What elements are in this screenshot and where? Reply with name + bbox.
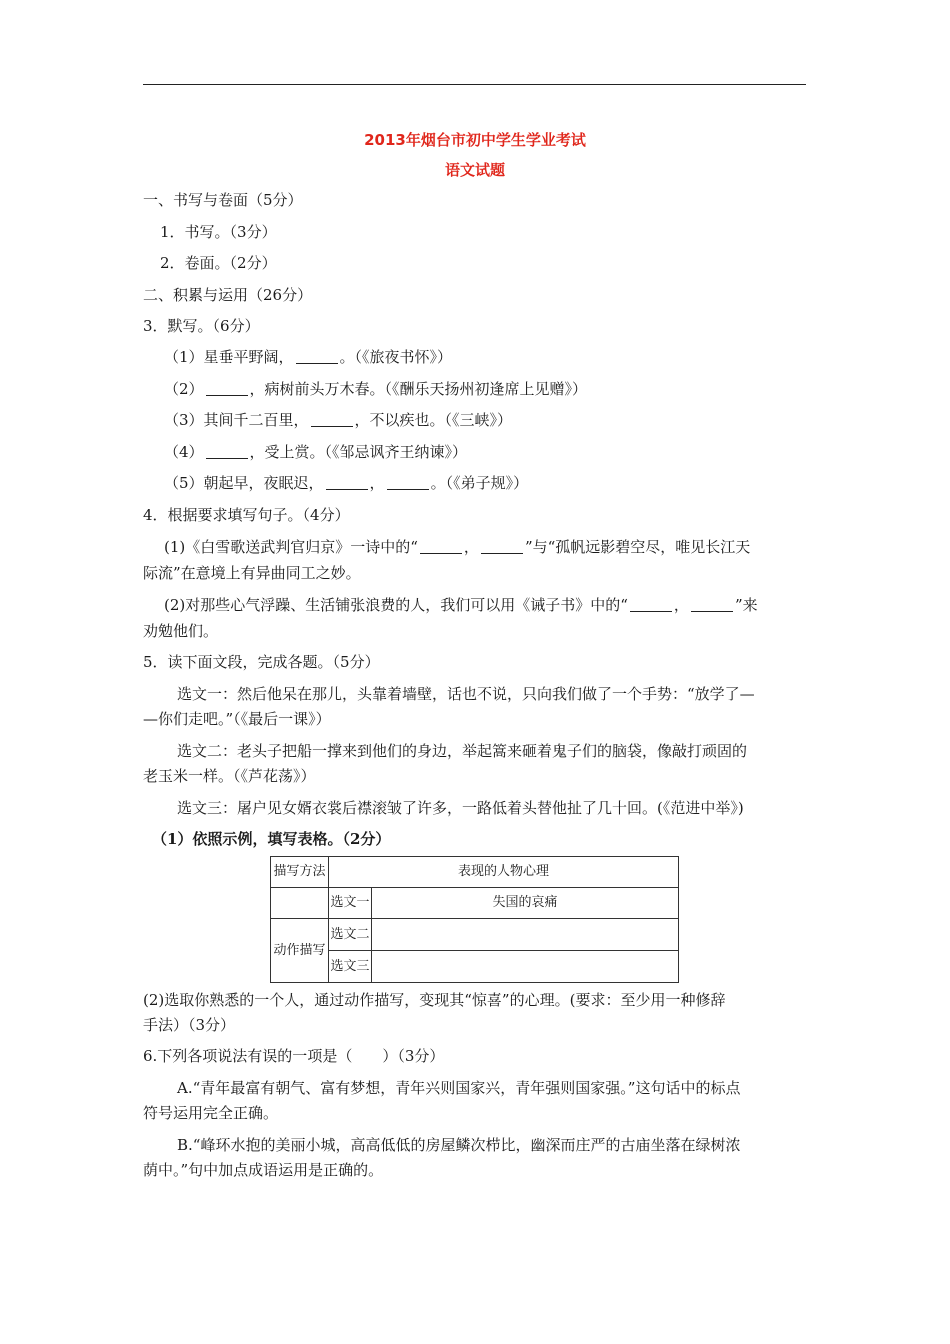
question-3-item-1: （1）星垂平野阔， 。（《旅夜书怀》） — [164, 348, 453, 366]
question-4-item-1: (1)《白雪歌送武判官归京》一诗中的“ ， ”与“孤帆远影碧空尽，唯见长江天 — [164, 538, 751, 556]
question-5-sub-2: (2)选取你熟悉的一个人，通过动作描写，变现其“惊喜”的心理。(要求：至少用一种修辞 — [143, 991, 726, 1009]
exam-subtitle: 语文试题 — [444, 161, 505, 179]
answer-blank — [206, 381, 248, 396]
question-5-sub-1: （1）依照示例，填写表格。（2分） — [152, 830, 391, 848]
question-4: 4．根据要求填写句子。（4分） — [143, 506, 350, 524]
question-3-item-3: （3）其间千二百里， ，不以疾也。（《三峡》） — [164, 411, 513, 429]
header-rule — [143, 84, 806, 85]
passage-1: 选文一：然后他呆在那儿，头靠着墙壁，话也不说，只向我们做了一个手势：“放学了— — [177, 685, 755, 703]
question-3-item-5: （5）朝起早，夜眠迟， ， 。（《弟子规》） — [164, 474, 529, 492]
answer-blank — [206, 444, 248, 459]
exam-title: 2013年烟台市初中学生学业考试 — [364, 131, 586, 149]
passage-3: 选文三：屠户见女婿衣裳后襟滚皱了许多，一路低着头替他扯了几十回。(《范进中举》) — [177, 799, 744, 817]
answer-blank — [481, 539, 523, 554]
question-3: 3．默写。（6分） — [143, 317, 260, 335]
table-header-psych: 表现的人物心理 — [329, 857, 679, 888]
question-5: 5．读下面文段，完成各题。（5分） — [143, 653, 380, 671]
table-row-label: 选文一 — [329, 888, 372, 919]
section-2-heading: 二、积累与运用（26分） — [143, 286, 313, 304]
question-4-item-2-cont: 劝勉他们。 — [143, 622, 219, 640]
answer-blank — [630, 597, 672, 612]
table-cell-blank — [372, 919, 679, 951]
table-row-label: 选文三 — [329, 951, 372, 983]
fill-in-table — [270, 856, 679, 983]
passage-1-cont: —你们走吧。”（《最后一课》） — [143, 710, 331, 728]
table-header-method: 描写方法 — [271, 857, 329, 888]
table-method-cell: 动作描写 — [271, 919, 329, 983]
answer-blank — [326, 475, 368, 490]
question-3-item-4: （4） ，受上赏。（《邹忌讽齐王纳谏》） — [164, 443, 468, 461]
option-a-cont: 符号运用完全正确。 — [143, 1104, 279, 1122]
question-4-item-2: (2)对那些心气浮躁、生活铺张浪费的人，我们可以用《诫子书》中的“ ， ”来 — [164, 596, 758, 614]
question-4-item-1-cont: 际流”在意境上有异曲同工之妙。 — [143, 564, 361, 582]
answer-blank — [691, 597, 733, 612]
section-1-heading: 一、书写与卷面（5分） — [143, 191, 303, 209]
answer-blank — [311, 412, 353, 427]
answer-blank — [387, 475, 429, 490]
question-6: 6.下列各项说法有误的一项是（ ）（3分） — [143, 1047, 445, 1065]
passage-2: 选文二：老头子把船一撑来到他们的身边，举起篙来砸着鬼子们的脑袋，像敲打顽固的 — [177, 742, 748, 760]
option-b-cont: 荫中。”句中加点成语运用是正确的。 — [143, 1161, 384, 1179]
question-1: 1．书写。（3分） — [160, 223, 277, 241]
question-2: 2．卷面。（2分） — [160, 254, 277, 272]
table-cell-empty — [271, 888, 329, 919]
table-cell-blank — [372, 951, 679, 983]
table-row-label: 选文二 — [329, 919, 372, 951]
option-a: A.“青年最富有朝气、富有梦想，青年兴则国家兴，青年强则国家强。”这句话中的标点 — [177, 1079, 741, 1097]
answer-blank — [296, 349, 338, 364]
question-3-item-2: （2） ，病树前头万木春。（《酬乐天扬州初逢席上见赠》） — [164, 380, 588, 398]
answer-blank — [420, 539, 462, 554]
table-cell-answer: 失国的哀痛 — [372, 888, 679, 919]
option-b: B.“峰环水抱的美丽小城，高高低低的房屋鳞次栉比，幽深而庄严的古庙坐落在绿树浓 — [177, 1136, 741, 1154]
passage-2-cont: 老玉米一样。（《芦花荡》） — [143, 767, 316, 785]
question-5-sub-2-cont: 手法）（3分） — [143, 1016, 236, 1034]
